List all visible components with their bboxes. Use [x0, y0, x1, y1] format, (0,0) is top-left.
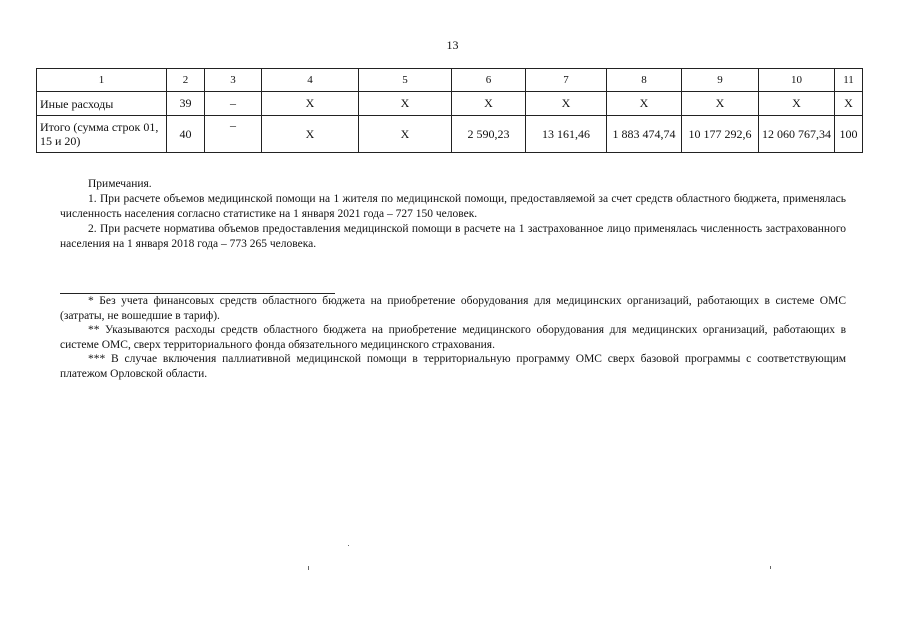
column-header: 8 — [607, 69, 682, 92]
notes-title: Примечания. — [88, 178, 152, 190]
scan-speck — [770, 566, 771, 569]
table-cell: Х — [835, 92, 863, 116]
table-row-total — [37, 116, 863, 153]
table-header-row — [37, 69, 863, 92]
table-cell: – — [205, 92, 262, 116]
column-header: 2 — [167, 69, 205, 92]
note-item: 1. При расчете объемов медицинской помощи на 1 жителя по медицинской помощи, предоставляемой за счет средств областного бюджета, применялась численность населения согласно статистике на 1 января 2021 года – 727 150 человек. — [60, 193, 846, 220]
table-cell: – — [205, 116, 262, 153]
column-header: 11 — [835, 69, 863, 92]
scan-speck — [308, 566, 309, 570]
table-cell: Х — [262, 92, 359, 116]
table-cell: Х — [359, 116, 452, 153]
column-header: 5 — [359, 69, 452, 92]
table-cell: 10 177 292,6 — [682, 116, 759, 153]
column-header: 10 — [759, 69, 835, 92]
table-cell: Х — [452, 92, 526, 116]
table-cell: 1 883 474,74 — [607, 116, 682, 153]
table-cell: Х — [526, 92, 607, 116]
row-line-number: 39 — [167, 92, 205, 116]
page-number: 13 — [446, 38, 459, 52]
column-header: 1 — [37, 69, 167, 92]
scan-speck — [348, 545, 349, 546]
table-cell: 100 — [835, 116, 863, 153]
row-line-number: 40 — [167, 116, 205, 153]
footnote: *** В случае включения паллиативной медицинской помощи в территориальную программу ОМС сверх базовой программы с соответствующим платежом Орловской области. — [60, 353, 846, 380]
table-cell: Х — [682, 92, 759, 116]
table-row — [37, 92, 863, 116]
table-cell: 12 060 767,34 — [759, 116, 835, 153]
note-item: 2. При расчете норматива объемов предоставления медицинской помощи в расчете на 1 застрахованное лицо применялась численность застрахованного населения на 1 января 2018 года – 773 265 человека. — [60, 223, 846, 250]
notes-section — [60, 177, 846, 252]
table-cell: Х — [262, 116, 359, 153]
table-cell: Х — [359, 92, 452, 116]
column-header: 7 — [526, 69, 607, 92]
footnote: * Без учета финансовых средств областного бюджета на приобретение оборудования для медицинских организаций, работающих в системе ОМС (затраты, не вошедшие в тариф). — [60, 295, 846, 322]
table-cell: Х — [607, 92, 682, 116]
table-cell: 2 590,23 — [452, 116, 526, 153]
column-header: 4 — [262, 69, 359, 92]
column-header: 3 — [205, 69, 262, 92]
data-table — [36, 68, 863, 153]
row-name: Иные расходы — [37, 92, 167, 116]
row-name: Итого (сумма строк 01, 15 и 20) — [37, 116, 167, 153]
footnote: ** Указываются расходы средств областного бюджета на приобретение медицинского оборудования для медицинских организаций, работающих в системе ОМС, сверх территориального фонда обязательного медицинского страхования. — [60, 324, 846, 351]
column-header: 6 — [452, 69, 526, 92]
table-cell: Х — [759, 92, 835, 116]
footnotes-section — [60, 294, 846, 381]
column-header: 9 — [682, 69, 759, 92]
table-cell: 13 161,46 — [526, 116, 607, 153]
